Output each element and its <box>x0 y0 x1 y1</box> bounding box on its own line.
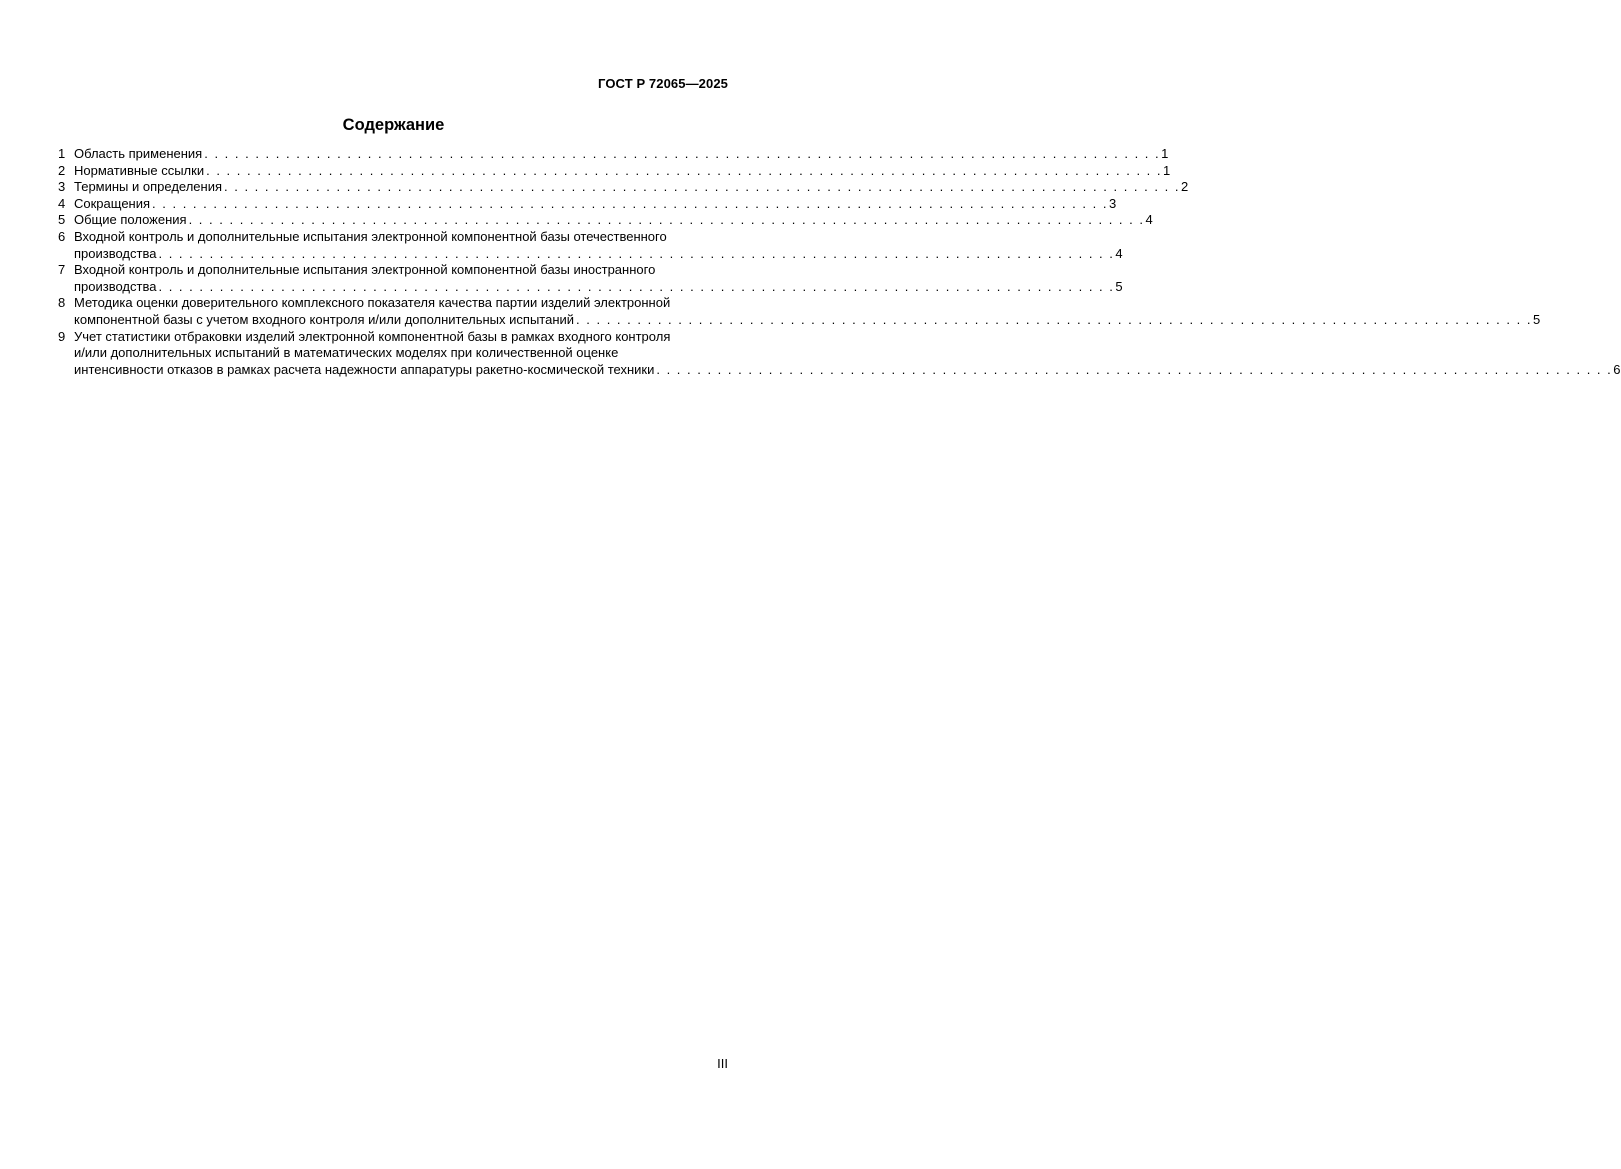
toc-leader-dots: . . . . . . . . . . . . . . . . . . . . . . . . . . . . . . . . . . . . . . . . . . . . . . . . . . . . . . . . . . . . . . . . . . . . . . . . . . . . . . . . . . . . . . . . . . . . . . <box>188 212 1145 228</box>
toc-entry-number: 2 <box>58 162 66 178</box>
toc-entry[interactable] <box>58 195 1117 213</box>
toc-entry[interactable] <box>58 262 1123 295</box>
toc-entry-title-line: Входной контроль и дополнительные испытания электронной компонентной базы иностранного <box>74 262 656 278</box>
toc-entry-title-line: и/или дополнительных испытаний в математических моделях при количественной оценке <box>74 345 619 361</box>
toc-entry-page: 3 <box>1108 195 1117 211</box>
toc-entry-page: 1 <box>1161 146 1169 161</box>
toc-entry-page: 1 <box>1163 162 1171 178</box>
page-number: III <box>717 1056 728 1071</box>
toc-leader-dots: . . . . . . . . . . . . . . . . . . . . . . . . . . . . . . . . . . . . . . . . . . . . . . . . . . . . . . . . . . . . . . . . . . . . . . . . . . . . . . . . . . . . . . . . . . . . . . <box>656 361 1613 377</box>
document-code: ГОСТ Р 72065—2025 <box>598 76 728 91</box>
toc-leader-dots: . . . . . . . . . . . . . . . . . . . . . . . . . . . . . . . . . . . . . . . . . . . . . . . . . . . . . . . . . . . . . . . . . . . . . . . . . . . . . . . . . . . . . . . . . . . . . . <box>152 195 1108 211</box>
table-of-contents <box>58 146 1621 378</box>
toc-entry-number: 6 <box>58 228 66 244</box>
toc-entry-title-line: Учет статистики отбраковки изделий электронной компонентной базы в рамках входного контроля <box>74 328 671 344</box>
toc-entry[interactable] <box>58 146 1169 163</box>
toc-entry-title: Сокращения <box>74 195 151 211</box>
toc-entry-title-line: Входной контроль и дополнительные испытания электронной компонентной базы отечественного <box>74 228 667 244</box>
toc-entry-page: 4 <box>1145 212 1153 228</box>
toc-entry-page: 6 <box>1613 361 1621 377</box>
toc-entry-number: 1 <box>58 146 66 161</box>
toc-title: Содержание <box>342 116 445 134</box>
toc-entry-number: 5 <box>58 212 66 228</box>
toc-entry-title: производства <box>74 278 157 294</box>
toc-entry-number: 4 <box>58 195 66 211</box>
toc-leader-dots: . . . . . . . . . . . . . . . . . . . . . . . . . . . . . . . . . . . . . . . . . . . . . . . . . . . . . . . . . . . . . . . . . . . . . . . . . . . . . . . . . . . . . . . . . . . . . . <box>224 179 1180 195</box>
toc-leader-dots: . . . . . . . . . . . . . . . . . . . . . . . . . . . . . . . . . . . . . . . . . . . . . . . . . . . . . . . . . . . . . . . . . . . . . . . . . . . . . . . . . . . . . . . . . . . . . . <box>206 162 1163 178</box>
toc-entry-title-line: Методика оценки доверительного комплексного показателя качества партии изделий электронной <box>74 295 671 311</box>
toc-entry-title: производства <box>74 245 157 261</box>
toc-entry-number: 9 <box>58 328 66 344</box>
toc-entry[interactable] <box>58 328 1621 379</box>
toc-entry-title: Область применения <box>74 146 203 161</box>
toc-entry-number: 8 <box>58 295 66 311</box>
toc-leader-dots: . . . . . . . . . . . . . . . . . . . . . . . . . . . . . . . . . . . . . . . . . . . . . . . . . . . . . . . . . . . . . . . . . . . . . . . . . . . . . . . . . . . . . . . . . . . . . . <box>158 245 1115 261</box>
toc-entry-page: 5 <box>1115 278 1123 294</box>
toc-entry-page: 4 <box>1115 245 1123 261</box>
toc-entry-title: компонентной базы с учетом входного контроля и/или дополнительных испытаний <box>74 311 575 327</box>
toc-entry-title: Нормативные ссылки <box>74 162 205 178</box>
toc-leader-dots: . . . . . . . . . . . . . . . . . . . . . . . . . . . . . . . . . . . . . . . . . . . . . . . . . . . . . . . . . . . . . . . . . . . . . . . . . . . . . . . . . . . . . . . . . . . . . . <box>204 146 1161 161</box>
toc-entry-page: 5 <box>1532 311 1541 327</box>
toc-entry-number: 3 <box>58 179 66 195</box>
toc-entry[interactable] <box>58 179 1189 196</box>
toc-leader-dots: . . . . . . . . . . . . . . . . . . . . . . . . . . . . . . . . . . . . . . . . . . . . . . . . . . . . . . . . . . . . . . . . . . . . . . . . . . . . . . . . . . . . . . . . . . . . . . <box>158 278 1115 294</box>
toc-entry[interactable] <box>58 162 1171 180</box>
toc-entry-page: 2 <box>1180 179 1189 195</box>
toc-entry-title: интенсивности отказов в рамках расчета надежности аппаратуры ракетно-космической техники <box>74 361 655 377</box>
toc-entry-number: 7 <box>58 262 66 278</box>
toc-entry[interactable] <box>58 212 1153 229</box>
toc-entry-title: Термины и определения <box>74 179 223 195</box>
toc-entry[interactable] <box>58 295 1541 328</box>
toc-entry-title: Общие положения <box>74 212 187 228</box>
toc-leader-dots: . . . . . . . . . . . . . . . . . . . . . . . . . . . . . . . . . . . . . . . . . . . . . . . . . . . . . . . . . . . . . . . . . . . . . . . . . . . . . . . . . . . . . . . . . . . . . . <box>576 311 1532 327</box>
toc-entry[interactable] <box>58 228 1123 262</box>
